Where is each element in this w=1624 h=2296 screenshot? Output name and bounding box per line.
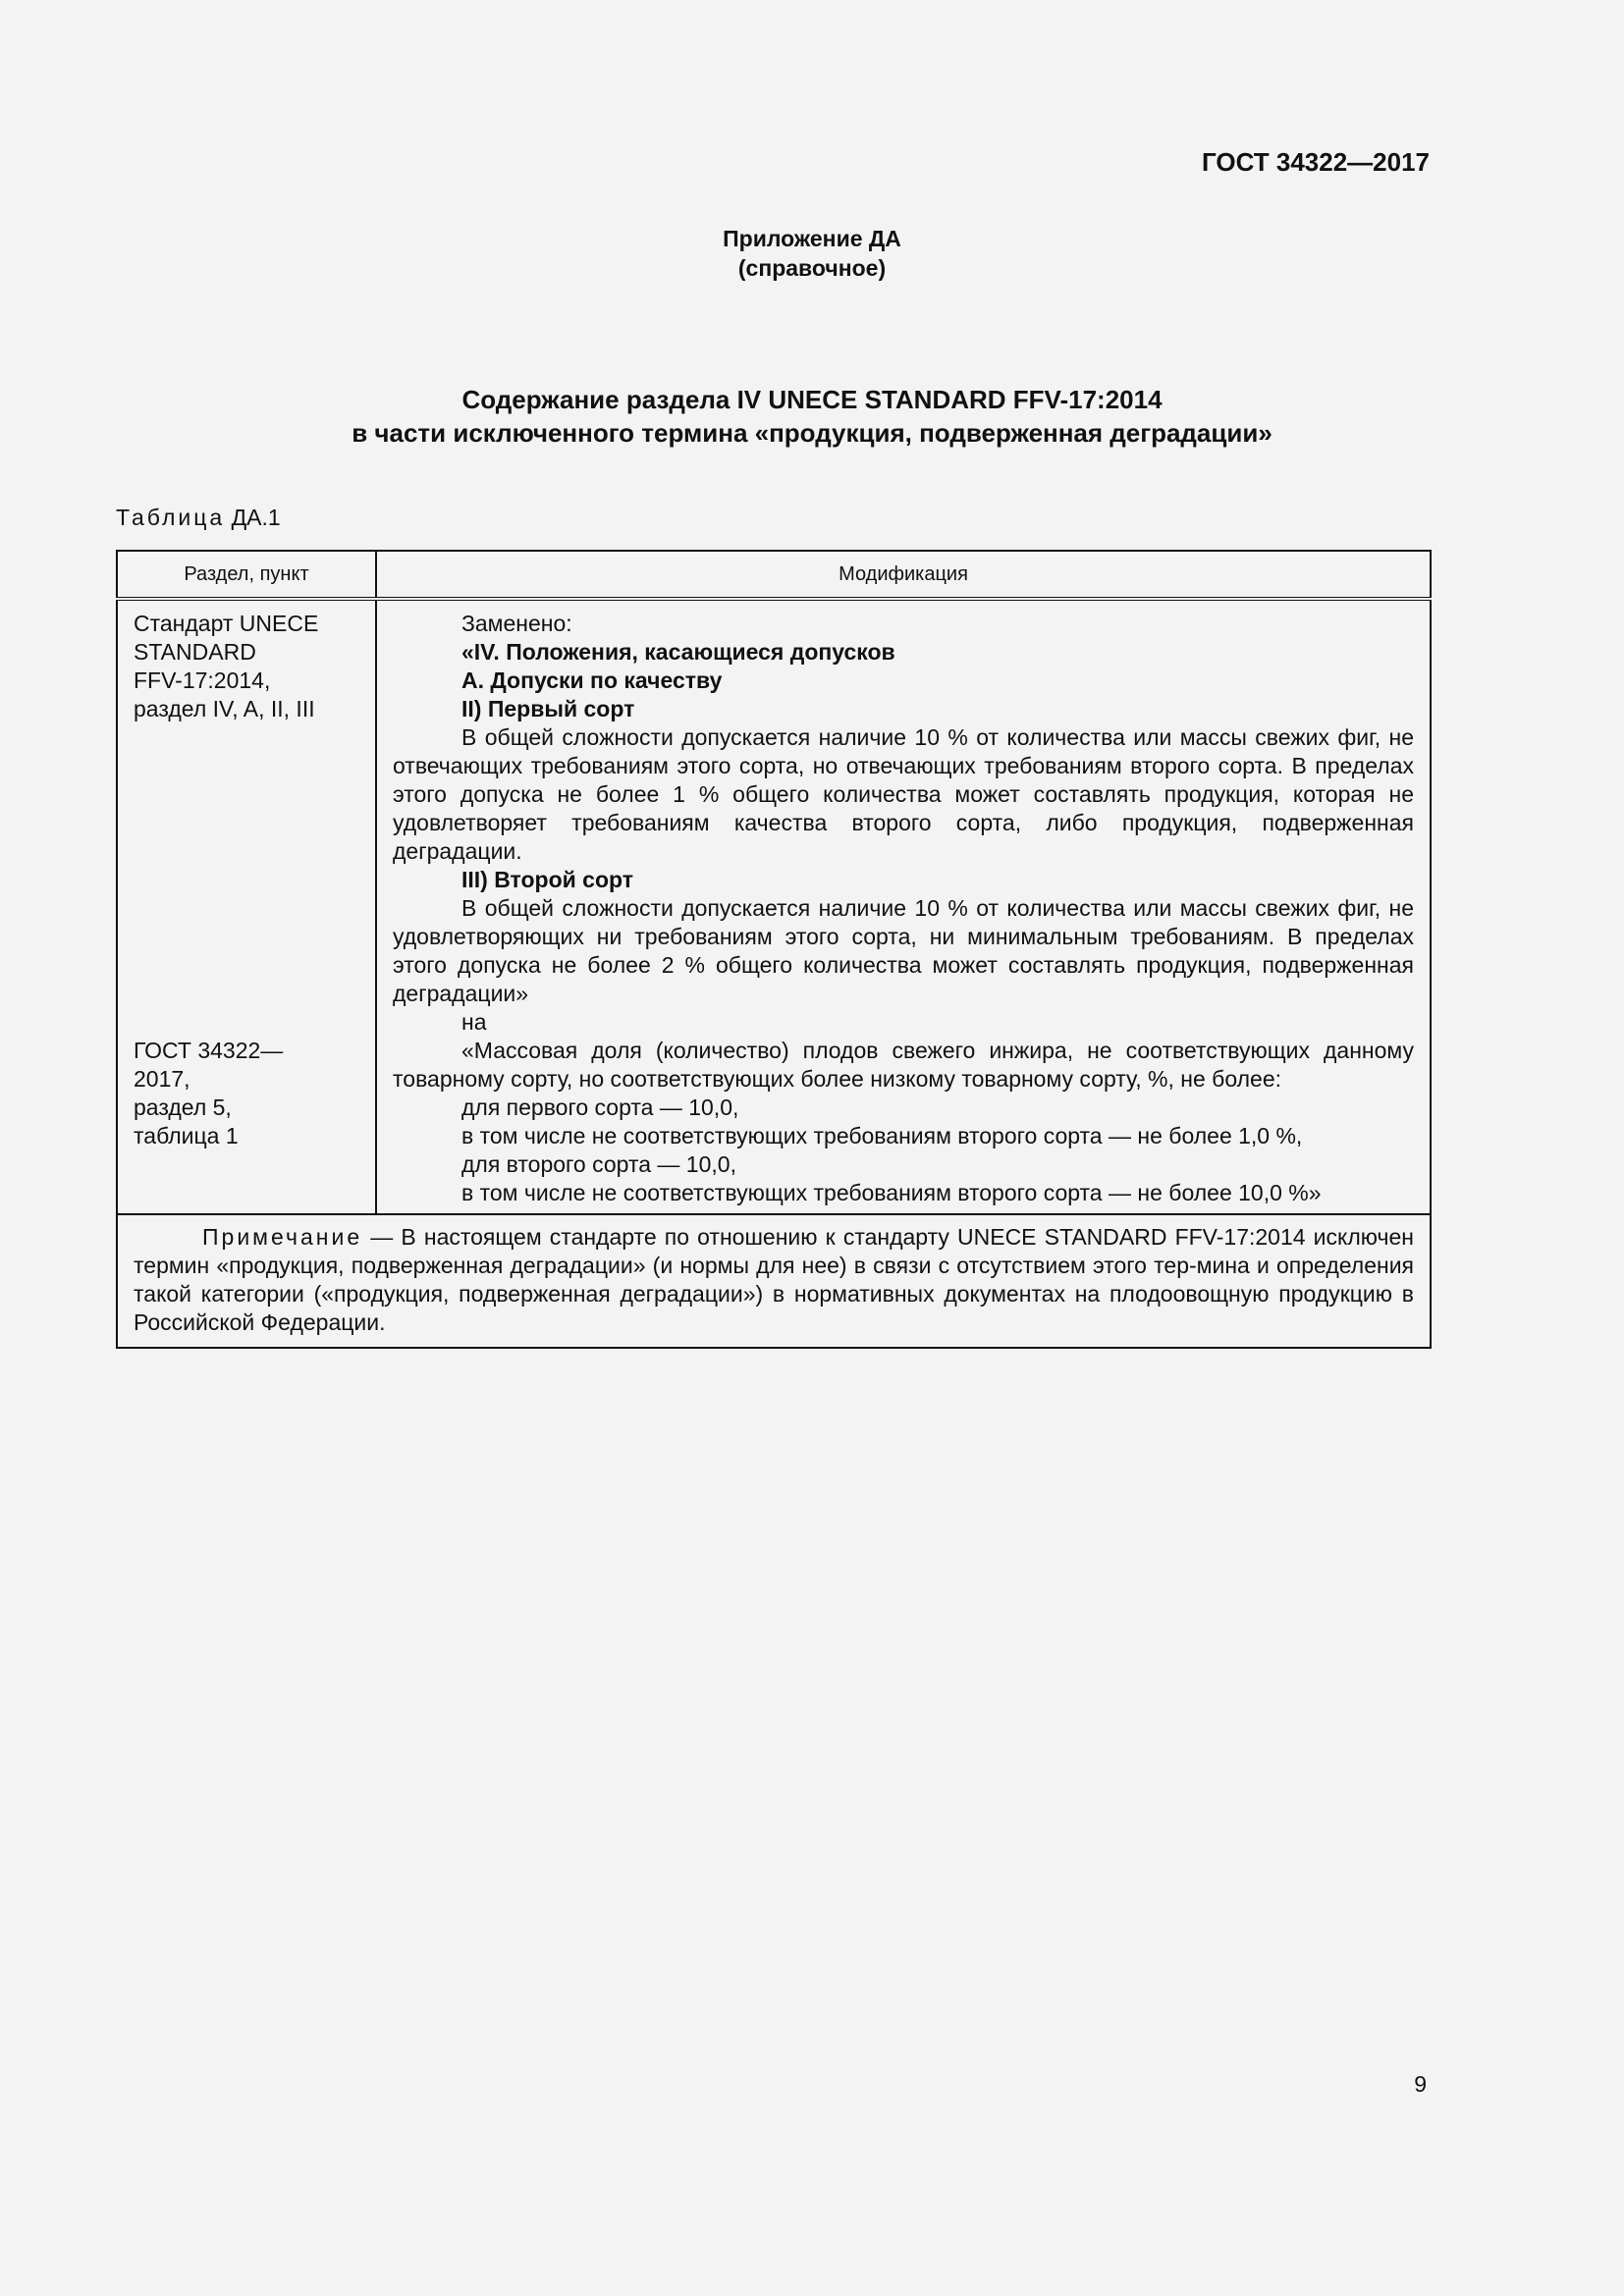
replaced-label: Заменено:: [461, 611, 572, 636]
appendix-subtitle: (справочное): [737, 255, 887, 281]
note-text: — В настоящем стандарте по отношению к стандарту UNECE STANDARD FFV-17:2014 исключен термин «продукция, подверженная деградации» (и нормы для нее) в связи с отсутствием этого тер-мина и определения такой категории («продукция, подверженная деградации») в нормативных документах на плодоовощную продукцию в Российской Федерации.: [134, 1224, 1414, 1335]
paragraph-second-grade: В общей сложности допускается наличие 10 % от количества или массы свежих фиг, не удовлетворяющих ни требованиям этого сорта, ни минимальным требованиям. В пределах этого допуска не более 2 % общего количества может составлять продукция, подверженная деградации»: [393, 895, 1414, 1006]
paragraph-first-grade: В общей сложности допускается наличие 10 % от количества или массы свежих фиг, не отвечающих требованиям этого сорта, но отвечающих требованиям второго сорта. В пределах этого допуска не более 1 % общего количества может составлять продукция, которая не удовлетворяет требованиям качества второго сорта, либо продукция, подверженная деградации.: [393, 724, 1414, 864]
note-label: Примечание: [202, 1224, 363, 1250]
appendix-title: Приложение ДА: [723, 226, 901, 251]
ref2-line: раздел 5,: [134, 1095, 232, 1120]
heading-first-grade: II) Первый сорт: [461, 696, 635, 721]
table-header-row: [117, 551, 1431, 599]
header-modification: Модификация: [376, 551, 1431, 599]
main-title-line-2: в части исключенного термина «продукция, подверженная деградации»: [352, 418, 1272, 448]
on-label: на: [461, 1009, 487, 1035]
note-cell: [117, 1214, 1431, 1348]
heading-iv: «IV. Положения, касающиеся допусков: [461, 639, 895, 665]
heading-second-grade: III) Второй сорт: [461, 867, 634, 892]
main-title-line-1: Содержание раздела IV UNECE STANDARD FFV-17:2014: [461, 385, 1163, 414]
table-row: [117, 599, 1431, 1214]
modification-cell: [376, 599, 1431, 1214]
ref2-line: таблица 1: [134, 1123, 239, 1148]
list-line: для первого сорта — 10,0,: [461, 1095, 739, 1120]
ref1-line: STANDARD: [134, 639, 256, 665]
header-section: Раздел, пункт: [117, 551, 376, 599]
ref1-line: FFV-17:2014,: [134, 667, 271, 693]
table-label-prefix: Таблица: [116, 505, 226, 530]
ref2-line: ГОСТ 34322—: [134, 1038, 284, 1063]
table-label: [116, 505, 281, 531]
appendix-heading: [0, 224, 1624, 283]
page-number: 9: [1414, 2071, 1427, 2097]
table-label-number: ДА.1: [231, 505, 281, 530]
ref1-line: раздел IV, A, II, III: [134, 696, 315, 721]
note-row: [117, 1214, 1431, 1348]
section-cell: [117, 599, 376, 1214]
list-line: для второго сорта — 10,0,: [461, 1151, 736, 1177]
table-container: [116, 550, 1432, 1349]
heading-a: А. Допуски по качеству: [461, 667, 723, 693]
list-line: в том числе не соответствующих требованиям второго сорта — не более 1,0 %,: [461, 1123, 1303, 1148]
document-code: ГОСТ 34322—2017: [1202, 147, 1430, 177]
ref1-line: Стандарт UNECE: [134, 611, 319, 636]
main-title: [0, 383, 1624, 450]
ref2-line: 2017,: [134, 1066, 190, 1092]
paragraph-mass-fraction: «Массовая доля (количество) плодов свежего инжира, не соответствующих данному товарному сорту, но соответствующих более низкому товарному сорту, %, не более:: [393, 1038, 1414, 1092]
modification-table: [116, 550, 1432, 1349]
list-line: в том числе не соответствующих требованиям второго сорта — не более 10,0 %»: [461, 1180, 1322, 1205]
